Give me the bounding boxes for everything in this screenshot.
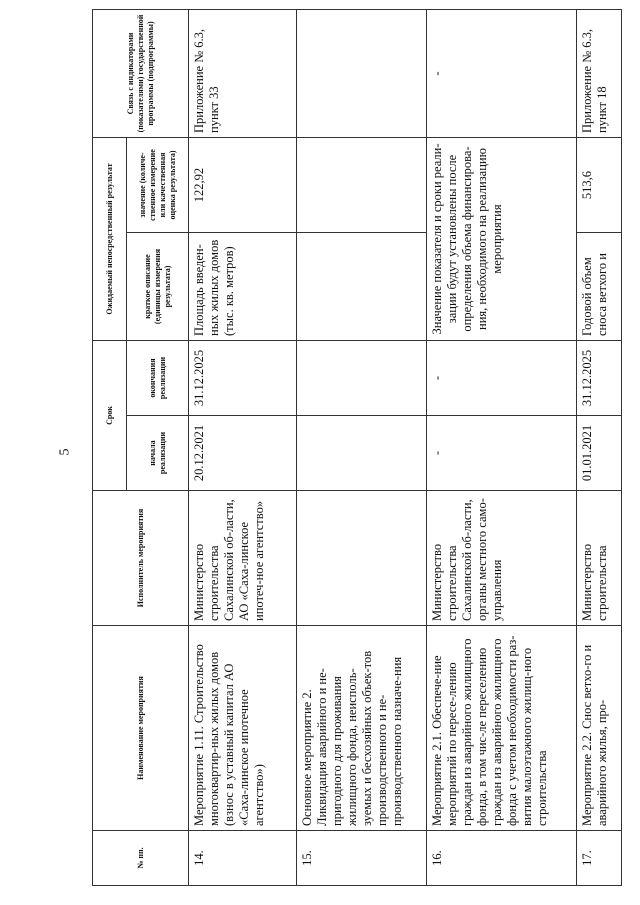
- row-num: 14.: [189, 831, 297, 886]
- header-term-end: окончания реализации: [127, 341, 189, 416]
- row-num: 17.: [577, 831, 622, 886]
- header-executor: Исполнитель мероприятия: [93, 491, 189, 626]
- row-start: 20.12.2021: [189, 416, 297, 491]
- row-executor: [297, 491, 427, 626]
- row-result-value: [297, 138, 427, 233]
- row-result-value: 513,6: [577, 138, 622, 233]
- row-end: [297, 341, 427, 416]
- row-num: 15.: [297, 831, 427, 886]
- row-executor: Министерство строительства Сахалинской об-ласти, АО «Саха-линское ипотеч-ное агентство»: [189, 491, 297, 626]
- row-result-merged: Значение показателя и сроки реали-зации будут установлены после определения объема финансирова-ния, необходимого на реализацию мероприятия: [427, 138, 577, 341]
- row-result-value: 122,92: [189, 138, 297, 233]
- row-end: 31.12.2025: [189, 341, 297, 416]
- row-num: 16.: [427, 831, 577, 886]
- row-link: Приложение № 6.3, пункт 33: [189, 10, 297, 138]
- table-row: [189, 10, 297, 886]
- row-link: Приложение № 6.3, пункт 18: [577, 10, 622, 138]
- header-result-desc: краткое описание (единицы измерения результата): [127, 233, 189, 341]
- row-name: Мероприятие 2.1. Обеспече-ние мероприятий по пересе-лению граждан из аварийного жилищного фонда, в том чис-ле переселению граждан из аварийного жилищного фонда с учетом необходимости раз-вития малоэтажного жилищ-ного строительства: [427, 626, 577, 831]
- row-end: 31.12.2025: [577, 341, 622, 416]
- header-result-value: значение (количе-ственное измерение или качественная оценка результата): [127, 138, 189, 233]
- row-link: [297, 10, 427, 138]
- table-row: [427, 10, 577, 886]
- header-link: Связь с индикаторами (показателями) государственной программы (подпрограммы): [93, 10, 189, 138]
- row-result-desc: [297, 233, 427, 341]
- header-name: Наименование мероприятия: [93, 626, 189, 831]
- row-start: [297, 416, 427, 491]
- row-name: Мероприятие 2.2. Снос ветхо-го и аварийного жилья, про-: [577, 626, 622, 831]
- row-end: -: [427, 341, 577, 416]
- row-start: -: [427, 416, 577, 491]
- row-link: -: [427, 10, 577, 138]
- row-executor: Министерство строительства: [577, 491, 622, 626]
- row-result-desc: Годовой объем сноса ветхого и: [577, 233, 622, 341]
- measures-table: [92, 9, 622, 886]
- header-num: № пп.: [93, 831, 189, 886]
- page-number: 5: [57, 448, 73, 456]
- row-result-desc: Площадь введен-ных жилых домов (тыс. кв. метров): [189, 233, 297, 341]
- header-term: Срок: [93, 341, 127, 491]
- row-name: Основное мероприятие 2. Ликвидация аварийного и не-пригодного для проживания жилищного фонда, неисполь-зуемых и бесхозяйных объек-тов производственного и не-производственного назначе-ния: [297, 626, 427, 831]
- row-name: Мероприятие 1.11. Строительство многоквартир-ных жилых домов (взнос в уставный капитал АО «Саха-линское ипотечное агентство»): [189, 626, 297, 831]
- row-executor: Министерство строительства Сахалинской об-ласти, органы местного само-управления: [427, 491, 577, 626]
- header-result: Ожидаемый непосредственный результат: [93, 138, 127, 341]
- table-row: [577, 10, 622, 886]
- header-term-start: начала реализации: [127, 416, 189, 491]
- row-start: 01.01.2021: [577, 416, 622, 491]
- table-row: [297, 10, 427, 886]
